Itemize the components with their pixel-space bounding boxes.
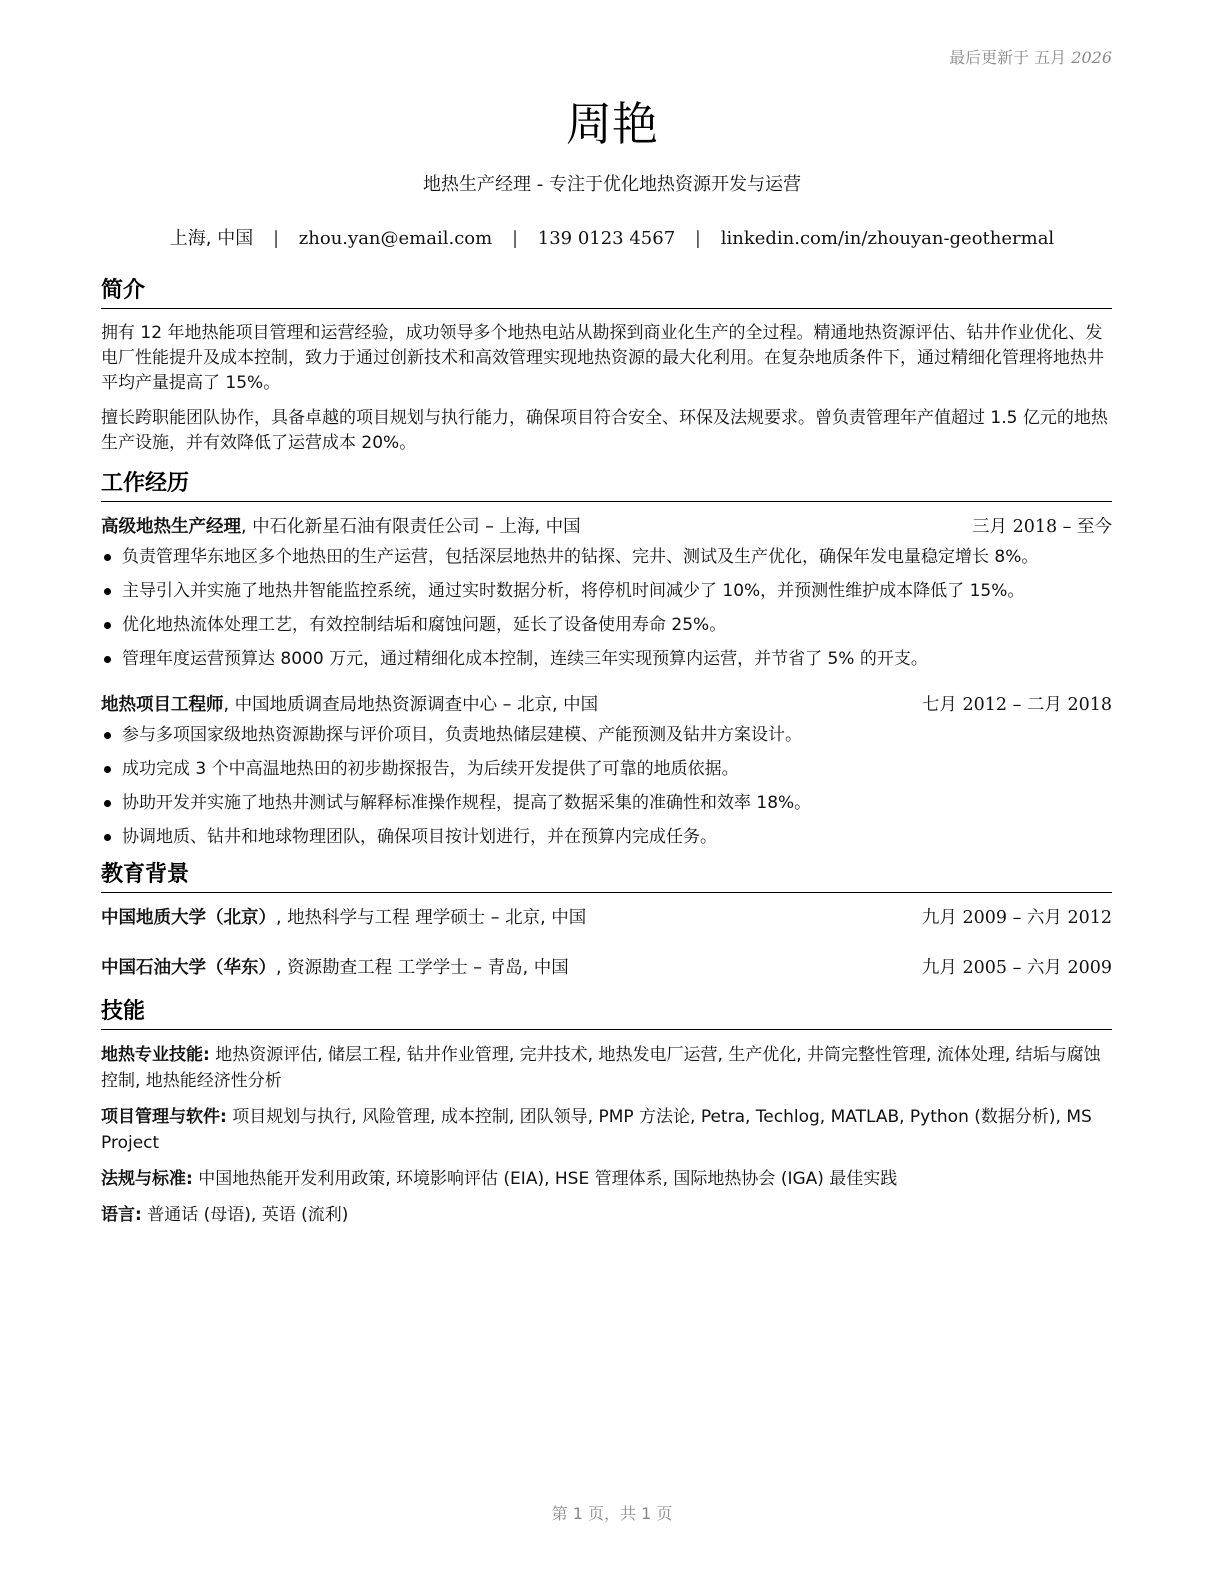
contact-email[interactable]: zhou.yan@email.com [298, 228, 493, 249]
resume-content [101, 276, 1112, 1238]
skills-section [101, 997, 1112, 1228]
education-school: 中国地质大学（北京） [101, 908, 276, 928]
education-entry [101, 955, 1112, 981]
skill-group [101, 1166, 1112, 1192]
job-role: 地热项目工程师 [101, 695, 224, 715]
job-bullet: 协助开发并实施了地热井测试与解释标准操作规程，提高了数据采集的准确性和效率 18%。 [101, 790, 1112, 816]
job-org: , 中石化新星石油有限责任公司 – 上海, 中国 [241, 517, 581, 537]
skill-group-label: 项目管理与软件: [101, 1107, 227, 1127]
last-updated-year: 2026 [1071, 48, 1112, 67]
education-section [101, 860, 1112, 981]
job-header [101, 692, 1112, 718]
job-entry [101, 514, 1112, 672]
skill-group [101, 1104, 1112, 1156]
contact-separator: | [511, 228, 519, 249]
skill-group-text: 地热资源评估, 储层工程, 钻井作业管理, 完井技术, 地热发电厂运营, 生产优化, 井筒完整性管理, 流体处理, 结垢与腐蚀控制, 地热能经济性分析 [101, 1045, 1101, 1091]
contact-location: 上海, 中国 [169, 228, 254, 249]
job-bullet: 管理年度运营预算达 8000 万元，通过精细化成本控制，连续三年实现预算内运营，并节省了 5% 的开支。 [101, 646, 1112, 672]
summary-paragraph: 拥有 12 年地热能项目管理和运营经验，成功领导多个地热电站从勘探到商业化生产的全过程。精通地热资源评估、钻井作业优化、发电厂性能提升及成本控制，致力于通过创新技术和高效管理实现地热资源的最大化利用。在复杂地质条件下，通过精细化管理将地热井平均产量提高了 15%。 [101, 323, 1104, 393]
contact-phone: 139 0123 4567 [537, 228, 676, 249]
skill-group [101, 1202, 1112, 1228]
section-title-education: 教育背景 [101, 860, 1112, 893]
job-bullet: 优化地热流体处理工艺，有效控制结垢和腐蚀问题，延长了设备使用寿命 25%。 [101, 612, 1112, 638]
job-header [101, 514, 1112, 540]
education-detail: , 地热科学与工程 理学硕士 – 北京, 中国 [276, 908, 587, 928]
job-dates: 三月 2018 – 至今 [972, 517, 1112, 537]
skill-group-label: 地热专业技能: [101, 1045, 210, 1065]
skill-group [101, 1042, 1112, 1094]
job-bullet: 参与多项国家级地热资源勘探与评价项目，负责地热储层建模、产能预测及钻井方案设计。 [101, 722, 1112, 748]
education-entry [101, 905, 1112, 931]
page-footer: 第 1 页，共 1 页 [551, 1504, 673, 1523]
job-entry [101, 692, 1112, 850]
job-role: 高级地热生产经理 [101, 517, 241, 537]
section-title-skills: 技能 [101, 997, 1112, 1030]
job-dates: 七月 2012 – 二月 2018 [921, 695, 1112, 715]
job-bullet: 协调地质、钻井和地球物理团队，确保项目按计划进行，并在预算内完成任务。 [101, 824, 1112, 850]
headline: 地热生产经理 - 专注于优化地热资源开发与运营 [423, 174, 801, 195]
contact-linkedin[interactable]: linkedin.com/in/zhouyan-geothermal [720, 228, 1055, 249]
candidate-name: 周艳 [566, 97, 658, 151]
summary-paragraph: 擅长跨职能团队协作，具备卓越的项目规划与执行能力，确保项目符合安全、环保及法规要求。曾负责管理年产值超过 1.5 亿元的地热生产设施，并有效降低了运营成本 20%。 [101, 408, 1108, 453]
skill-group-text: 普通话 (母语), 英语 (流利) [141, 1205, 349, 1225]
skill-group-label: 法规与标准: [101, 1169, 193, 1189]
section-title-summary: 简介 [101, 276, 1112, 309]
last-updated [949, 45, 1112, 68]
contact-line [0, 224, 1224, 250]
skill-group-label: 语言: [101, 1205, 142, 1225]
skill-group-text: 项目规划与执行, 风险管理, 成本控制, 团队领导, PMP 方法论, Petra, Techlog, MATLAB, Python (数据分析), MS Project [101, 1107, 1092, 1153]
contact-separator: | [694, 228, 701, 249]
education-school: 中国石油大学（华东） [101, 958, 276, 978]
job-bullet: 成功完成 3 个中高温地热田的初步勘探报告，为后续开发提供了可靠的地质依据。 [101, 756, 1112, 782]
job-bullet: 主导引入并实施了地热井智能监控系统，通过实时数据分析，将停机时间减少了 10%，并预测性维护成本降低了 15%。 [101, 578, 1112, 604]
job-bullets [101, 722, 1112, 850]
contact-separator: | [272, 228, 280, 249]
last-updated-label: 最后更新于 五月 [949, 48, 1067, 67]
summary-section [101, 276, 1112, 456]
job-bullet: 负责管理华东地区多个地热田的生产运营，包括深层地热井的钻探、完井、测试及生产优化，确保年发电量稳定增长 8%。 [101, 544, 1112, 570]
job-org: , 中国地质调查局地热资源调查中心 – 北京, 中国 [223, 695, 599, 715]
section-title-experience: 工作经历 [101, 469, 1112, 502]
job-bullets [101, 544, 1112, 672]
education-dates: 九月 2005 – 六月 2009 [921, 958, 1112, 978]
education-dates: 九月 2009 – 六月 2012 [921, 908, 1112, 928]
education-detail: , 资源勘查工程 工学学士 – 青岛, 中国 [276, 958, 569, 978]
experience-section [101, 469, 1112, 850]
skill-group-text: 中国地热能开发利用政策, 环境影响评估 (EIA), HSE 管理体系, 国际地热协会 (IGA) 最佳实践 [192, 1169, 898, 1189]
